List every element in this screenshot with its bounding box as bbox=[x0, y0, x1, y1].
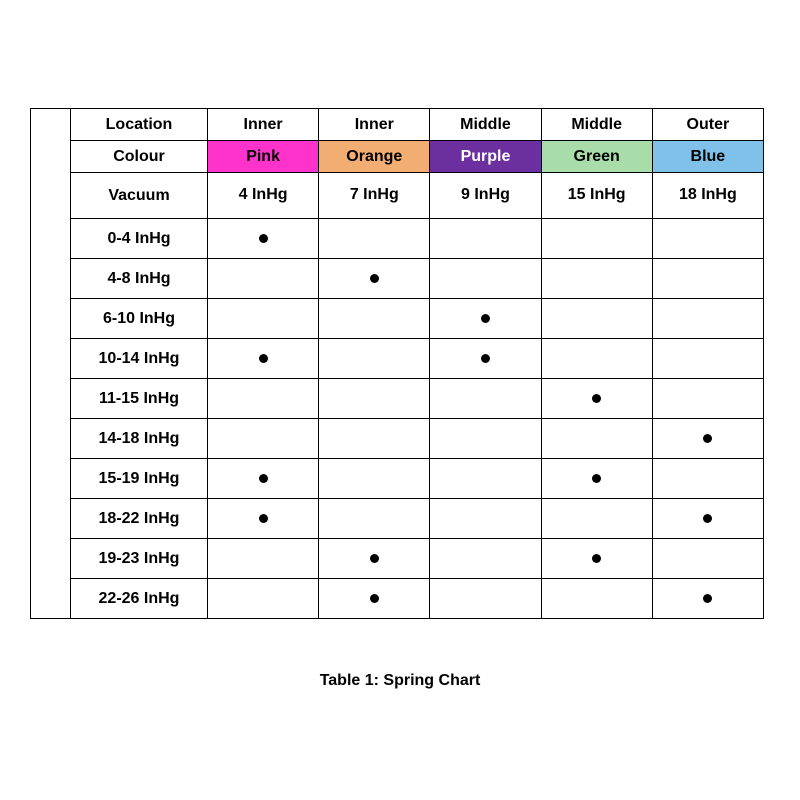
mark-dot bbox=[259, 234, 268, 243]
header-label-vacuum: Vacuum bbox=[71, 173, 208, 219]
mark-dot bbox=[592, 474, 601, 483]
cell-r0-c4 bbox=[652, 219, 763, 259]
table-row bbox=[31, 339, 764, 379]
table-row bbox=[31, 499, 764, 539]
cell-r5-c4 bbox=[652, 419, 763, 459]
cell-r3-c1 bbox=[319, 339, 430, 379]
cell-r4-c4 bbox=[652, 379, 763, 419]
mark-dot bbox=[259, 474, 268, 483]
header-colour-col-3: Purple bbox=[430, 141, 541, 173]
row-label-3: 10-14 InHg bbox=[71, 339, 208, 379]
header-location-col-3: Middle bbox=[430, 109, 541, 141]
cell-r8-c3 bbox=[541, 539, 652, 579]
cell-r7-c0 bbox=[208, 499, 319, 539]
cell-r8-c0 bbox=[208, 539, 319, 579]
cell-r6-c1 bbox=[319, 459, 430, 499]
table-row bbox=[31, 299, 764, 339]
cell-r2-c4 bbox=[652, 299, 763, 339]
row-label-4: 11-15 InHg bbox=[71, 379, 208, 419]
cell-r7-c3 bbox=[541, 499, 652, 539]
cell-r3-c3 bbox=[541, 339, 652, 379]
cell-r5-c1 bbox=[319, 419, 430, 459]
cell-r2-c0 bbox=[208, 299, 319, 339]
row-label-1: 4-8 InHg bbox=[71, 259, 208, 299]
row-label-2: 6-10 InHg bbox=[71, 299, 208, 339]
table-row bbox=[31, 379, 764, 419]
cell-r2-c3 bbox=[541, 299, 652, 339]
table-row bbox=[31, 219, 764, 259]
header-vacuum-col-2: 7 InHg bbox=[319, 173, 430, 219]
table-row bbox=[31, 579, 764, 619]
cell-r8-c1 bbox=[319, 539, 430, 579]
cell-r3-c2 bbox=[430, 339, 541, 379]
cell-r9-c1 bbox=[319, 579, 430, 619]
cell-r6-c0 bbox=[208, 459, 319, 499]
table-row bbox=[31, 539, 764, 579]
cell-r0-c0 bbox=[208, 219, 319, 259]
header-location-col-5: Outer bbox=[652, 109, 763, 141]
cell-r2-c2 bbox=[430, 299, 541, 339]
table-row bbox=[31, 459, 764, 499]
header-vacuum-col-3: 9 InHg bbox=[430, 173, 541, 219]
cell-r4-c1 bbox=[319, 379, 430, 419]
cell-r9-c3 bbox=[541, 579, 652, 619]
cell-r1-c2 bbox=[430, 259, 541, 299]
row-label-0: 0-4 InHg bbox=[71, 219, 208, 259]
manifold-vacuum-banner bbox=[31, 109, 71, 619]
cell-r5-c3 bbox=[541, 419, 652, 459]
table-row bbox=[31, 259, 764, 299]
mark-dot bbox=[481, 314, 490, 323]
manifold-vacuum-banner-label: Manifold Vacuum bbox=[31, 295, 48, 432]
cell-r3-c4 bbox=[652, 339, 763, 379]
header-colour-col-1: Pink bbox=[208, 141, 319, 173]
header-colour-col-5: Blue bbox=[652, 141, 763, 173]
header-colour-col-2: Orange bbox=[319, 141, 430, 173]
table-row bbox=[31, 419, 764, 459]
mark-dot bbox=[370, 554, 379, 563]
header-colour-col-4: Green bbox=[541, 141, 652, 173]
mark-dot bbox=[259, 514, 268, 523]
cell-r6-c4 bbox=[652, 459, 763, 499]
cell-r2-c1 bbox=[319, 299, 430, 339]
cell-r6-c3 bbox=[541, 459, 652, 499]
cell-r4-c2 bbox=[430, 379, 541, 419]
cell-r1-c0 bbox=[208, 259, 319, 299]
spring-chart-body bbox=[31, 109, 764, 619]
cell-r7-c4 bbox=[652, 499, 763, 539]
mark-dot bbox=[592, 554, 601, 563]
cell-r7-c1 bbox=[319, 499, 430, 539]
row-label-7: 18-22 InHg bbox=[71, 499, 208, 539]
row-label-9: 22-26 InHg bbox=[71, 579, 208, 619]
mark-dot bbox=[370, 274, 379, 283]
cell-r4-c3 bbox=[541, 379, 652, 419]
header-label-location: Location bbox=[71, 109, 208, 141]
header-row-location bbox=[31, 109, 764, 141]
spring-chart-table bbox=[30, 108, 764, 619]
cell-r1-c1 bbox=[319, 259, 430, 299]
cell-r1-c3 bbox=[541, 259, 652, 299]
row-label-6: 15-19 InHg bbox=[71, 459, 208, 499]
mark-dot bbox=[703, 434, 712, 443]
mark-dot bbox=[592, 394, 601, 403]
mark-dot bbox=[370, 594, 379, 603]
cell-r0-c2 bbox=[430, 219, 541, 259]
header-location-col-2: Inner bbox=[319, 109, 430, 141]
cell-r4-c0 bbox=[208, 379, 319, 419]
cell-r8-c2 bbox=[430, 539, 541, 579]
cell-r5-c0 bbox=[208, 419, 319, 459]
header-vacuum-col-4: 15 InHg bbox=[541, 173, 652, 219]
cell-r1-c4 bbox=[652, 259, 763, 299]
header-row-colour bbox=[31, 141, 764, 173]
header-vacuum-col-1: 4 InHg bbox=[208, 173, 319, 219]
header-label-colour: Colour bbox=[71, 141, 208, 173]
header-location-col-4: Middle bbox=[541, 109, 652, 141]
header-location-col-1: Inner bbox=[208, 109, 319, 141]
table-caption: Table 1: Spring Chart bbox=[319, 672, 481, 689]
cell-r5-c2 bbox=[430, 419, 541, 459]
mark-dot bbox=[481, 354, 490, 363]
cell-r9-c0 bbox=[208, 579, 319, 619]
mark-dot bbox=[703, 594, 712, 603]
mark-dot bbox=[259, 354, 268, 363]
cell-r9-c2 bbox=[430, 579, 541, 619]
cell-r3-c0 bbox=[208, 339, 319, 379]
cell-r9-c4 bbox=[652, 579, 763, 619]
spring-chart-table-wrapper bbox=[30, 108, 764, 619]
cell-r0-c1 bbox=[319, 219, 430, 259]
mark-dot bbox=[703, 514, 712, 523]
header-row-vacuum bbox=[31, 173, 764, 219]
cell-r8-c4 bbox=[652, 539, 763, 579]
cell-r0-c3 bbox=[541, 219, 652, 259]
row-label-5: 14-18 InHg bbox=[71, 419, 208, 459]
row-label-8: 19-23 InHg bbox=[71, 539, 208, 579]
header-vacuum-col-5: 18 InHg bbox=[652, 173, 763, 219]
cell-r7-c2 bbox=[430, 499, 541, 539]
cell-r6-c2 bbox=[430, 459, 541, 499]
